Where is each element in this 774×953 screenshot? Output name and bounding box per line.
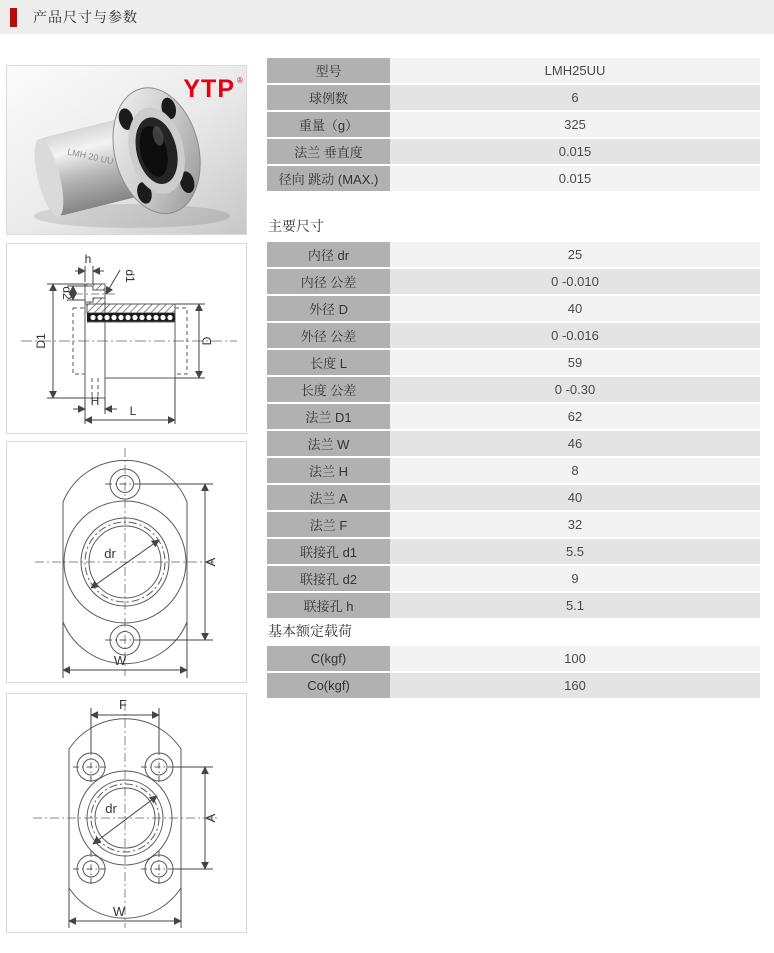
- row-label: 长度 公差: [267, 377, 390, 402]
- row-value: 25: [390, 242, 760, 267]
- main-content: [0, 34, 774, 933]
- front-view-square-drawing: [6, 693, 247, 933]
- row-label: 法兰 F: [267, 512, 390, 537]
- row-value: 9: [390, 566, 760, 591]
- row-value: 0 -0.016: [390, 323, 760, 348]
- page-header: [0, 0, 774, 34]
- dim-label-A: A: [203, 557, 218, 567]
- dim-label-W: W: [113, 653, 127, 668]
- row-value: 0 -0.30: [390, 377, 760, 402]
- row-value: 62: [390, 404, 760, 429]
- row-label: 径向 跳动 (MAX.): [267, 166, 390, 191]
- row-value: 59: [390, 350, 760, 375]
- dim-label-W: W: [112, 904, 126, 919]
- table-row: [267, 458, 760, 483]
- dim-label-H: H: [90, 394, 100, 408]
- engraving-text: LMH 20 UU: [66, 146, 115, 167]
- table-row: [267, 112, 760, 137]
- row-label: 内径 dr: [267, 242, 390, 267]
- row-value: 32: [390, 512, 760, 537]
- table-row: [267, 539, 760, 564]
- table-row: [267, 566, 760, 591]
- page-title: 产品尺寸与参数: [33, 9, 138, 25]
- row-label: 外径 公差: [267, 323, 390, 348]
- row-label: 联接孔 h: [267, 593, 390, 618]
- table-row: [267, 58, 760, 83]
- row-value: 40: [390, 296, 760, 321]
- dim-label-F: F: [119, 697, 127, 712]
- row-label: 长度 L: [267, 350, 390, 375]
- table-row: [267, 139, 760, 164]
- product-photo: [6, 65, 247, 235]
- table-row: [267, 485, 760, 510]
- row-label: 外径 D: [267, 296, 390, 321]
- row-label: 法兰 D1: [267, 404, 390, 429]
- row-label: Co(kgf): [267, 673, 390, 698]
- table-row: [267, 593, 760, 618]
- section-drawing: [6, 243, 247, 434]
- table-row: [267, 512, 760, 537]
- registered-mark: ®: [237, 76, 243, 85]
- dim-label-d1: d1: [123, 269, 137, 283]
- table-row: [267, 269, 760, 294]
- square-drawing-image: [7, 694, 246, 932]
- red-accent-marker: [10, 8, 17, 27]
- row-label: 球例数: [267, 85, 390, 110]
- row-label: 法兰 A: [267, 485, 390, 510]
- row-label: 法兰 W: [267, 431, 390, 456]
- row-label: 联接孔 d1: [267, 539, 390, 564]
- load-table: [267, 646, 760, 698]
- table-row: [267, 673, 760, 698]
- table-row: [267, 431, 760, 456]
- row-value: 5.5: [390, 539, 760, 564]
- table-row: [267, 404, 760, 429]
- table-row: [267, 646, 760, 671]
- row-label: 重量（g）: [267, 112, 390, 137]
- dimensions-table: [267, 242, 760, 618]
- front-view-oval-drawing: [6, 441, 247, 683]
- dim-label-A: A: [203, 813, 218, 823]
- row-label: 联接孔 d2: [267, 566, 390, 591]
- dim-label-d2: d2: [60, 286, 74, 300]
- dim-label-L: L: [129, 404, 137, 418]
- row-value: 46: [390, 431, 760, 456]
- dim-label-D1: D1: [34, 333, 48, 349]
- table-row: [267, 242, 760, 267]
- oval-drawing-image: [7, 442, 246, 682]
- table-row: [267, 323, 760, 348]
- table-row: [267, 296, 760, 321]
- row-value: LMH25UU: [390, 58, 760, 83]
- row-value: 0.015: [390, 166, 760, 191]
- dim-label-dr: dr: [105, 801, 117, 816]
- bearing-photo-image: [7, 66, 246, 234]
- table-row: [267, 85, 760, 110]
- row-label: C(kgf): [267, 646, 390, 671]
- table-row: [267, 166, 760, 191]
- row-value: 325: [390, 112, 760, 137]
- brand-logo: YTP: [183, 75, 235, 103]
- figures-column: [6, 34, 247, 933]
- table-row: [267, 377, 760, 402]
- section-heading-main-dimensions: 主要尺寸: [268, 218, 324, 234]
- row-label: 内径 公差: [267, 269, 390, 294]
- section-drawing-image: [7, 244, 246, 433]
- row-value: 0.015: [390, 139, 760, 164]
- dim-label-D: D: [200, 336, 214, 346]
- row-value: 5.1: [390, 593, 760, 618]
- dim-label-h: h: [84, 252, 92, 266]
- row-value: 40: [390, 485, 760, 510]
- row-value: 8: [390, 458, 760, 483]
- row-value: 6: [390, 85, 760, 110]
- row-label: 法兰 H: [267, 458, 390, 483]
- row-label: 法兰 垂直度: [267, 139, 390, 164]
- row-value: 160: [390, 673, 760, 698]
- spec-table: [267, 58, 760, 191]
- row-label: 型号: [267, 58, 390, 83]
- row-value: 100: [390, 646, 760, 671]
- section-heading-load-rating: 基本额定载荷: [268, 623, 352, 639]
- spec-column: [247, 34, 760, 933]
- dim-label-dr: dr: [104, 546, 116, 561]
- row-value: 0 -0.010: [390, 269, 760, 294]
- table-row: [267, 350, 760, 375]
